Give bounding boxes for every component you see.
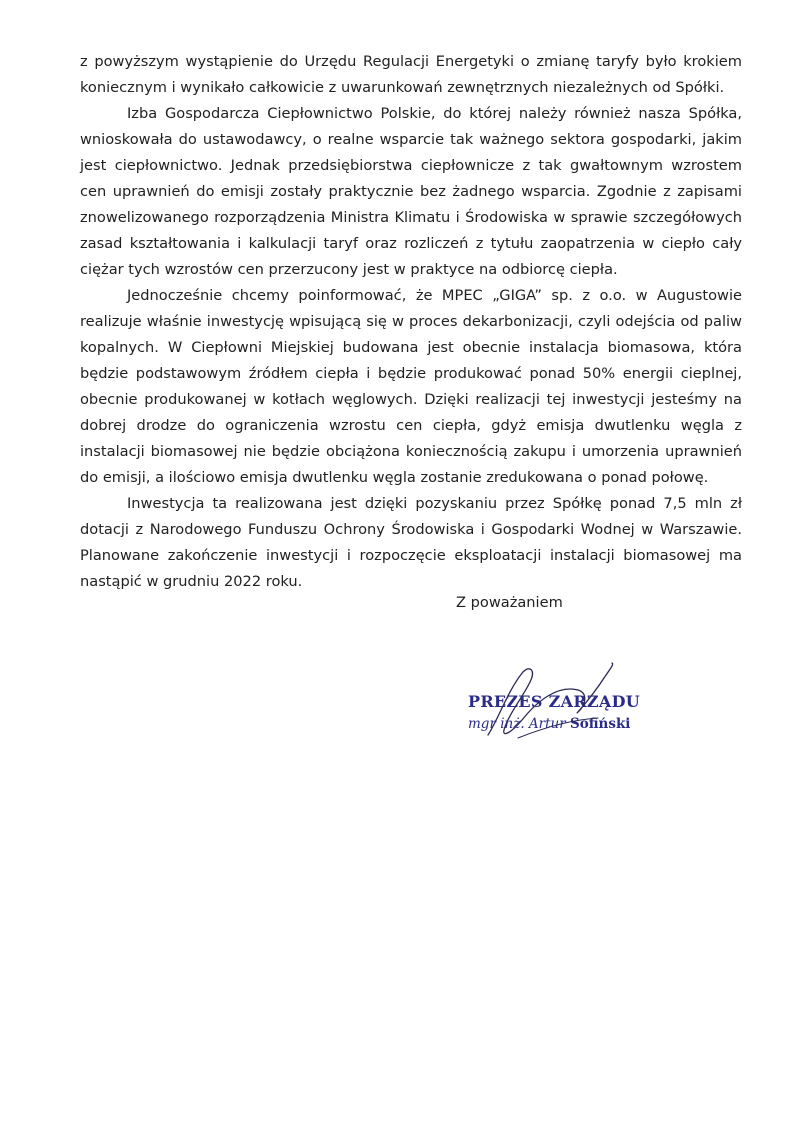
- closing-salutation: Z poważaniem: [456, 594, 563, 611]
- paragraph-3: Jednocześnie chcemy poinformować, że MPEC „GIGA” sp. z o.o. w Augustowie realizuje właśnie inwestycję wpisującą się w proces dekarbonizacji, czyli odejścia od paliw kopalnych. W Ciepłowni Miejskiej budowana jest obecnie instalacja biomasowa, która będzie podstawowym źródłem ciepła i będzie produkować ponad 50% energii cieplnej, obecnie produkowanej w kotłach węglowych. Dzięki realizacji tej inwestycji jesteśmy na dobrej drodze do ograniczenia wzrostu cen ciepła, gdyż emisja dwutlenku węgla z instalacji biomasowej nie będzie obciążona koniecznością zakupu i umorzenia uprawnień do emisji, a ilościowo emisja dwutlenku węgla zostanie zredukowana o ponad połowę.: [80, 287, 742, 486]
- paragraph-2: Izba Gospodarcza Ciepłownictwo Polskie, do której należy również nasza Spółka, wnioskowała do ustawodawcy, o realne wsparcie tak ważnego sektora gospodarki, jakim jest ciepłownictwo. Jednak przedsiębiorstwa ciepłownicze z tak gwałtownym wzrostem cen uprawnień do emisji zostały praktycznie bez żadnego wsparcia. Zgodnie z zapisami znowelizowanego rozporządzenia Ministra Klimatu i Środowiska w sprawie szczegółowych zasad kształtowania i kalkulacji taryf oraz rozliczeń z tytułu zaopatrzenia w ciepło cały ciężar tych wzrostów cen przerzucony jest w praktyce na odbiorcę ciepła.: [80, 105, 742, 278]
- stamp-name: [468, 716, 640, 732]
- paragraph-1: z powyższym wystąpienie do Urzędu Regulacji Energetyki o zmianę taryfy było krokiem koniecznym i wynikało całkowicie z uwarunkowań zewnętrznych niezależnych od Spółki.: [80, 53, 742, 96]
- stamp-name-prefix: mgr inż. Artur: [468, 716, 566, 732]
- stamp-surname: Sofiński: [569, 716, 631, 732]
- stamp-title: PREZES ZARZĄDU: [468, 692, 641, 711]
- paragraph-4: Inwestycja ta realizowana jest dzięki pozyskaniu przez Spółkę ponad 7,5 mln zł dotacji z Narodowego Funduszu Ochrony Środowiska i Gospodarki Wodnej w Warszawie. Planowane zakończenie inwestycji i rozpoczęcie eksploatacji instalacji biomasowej ma nastąpić w grudniu 2022 roku.: [80, 495, 742, 590]
- president-stamp: [468, 692, 640, 732]
- letter-body: [80, 49, 742, 595]
